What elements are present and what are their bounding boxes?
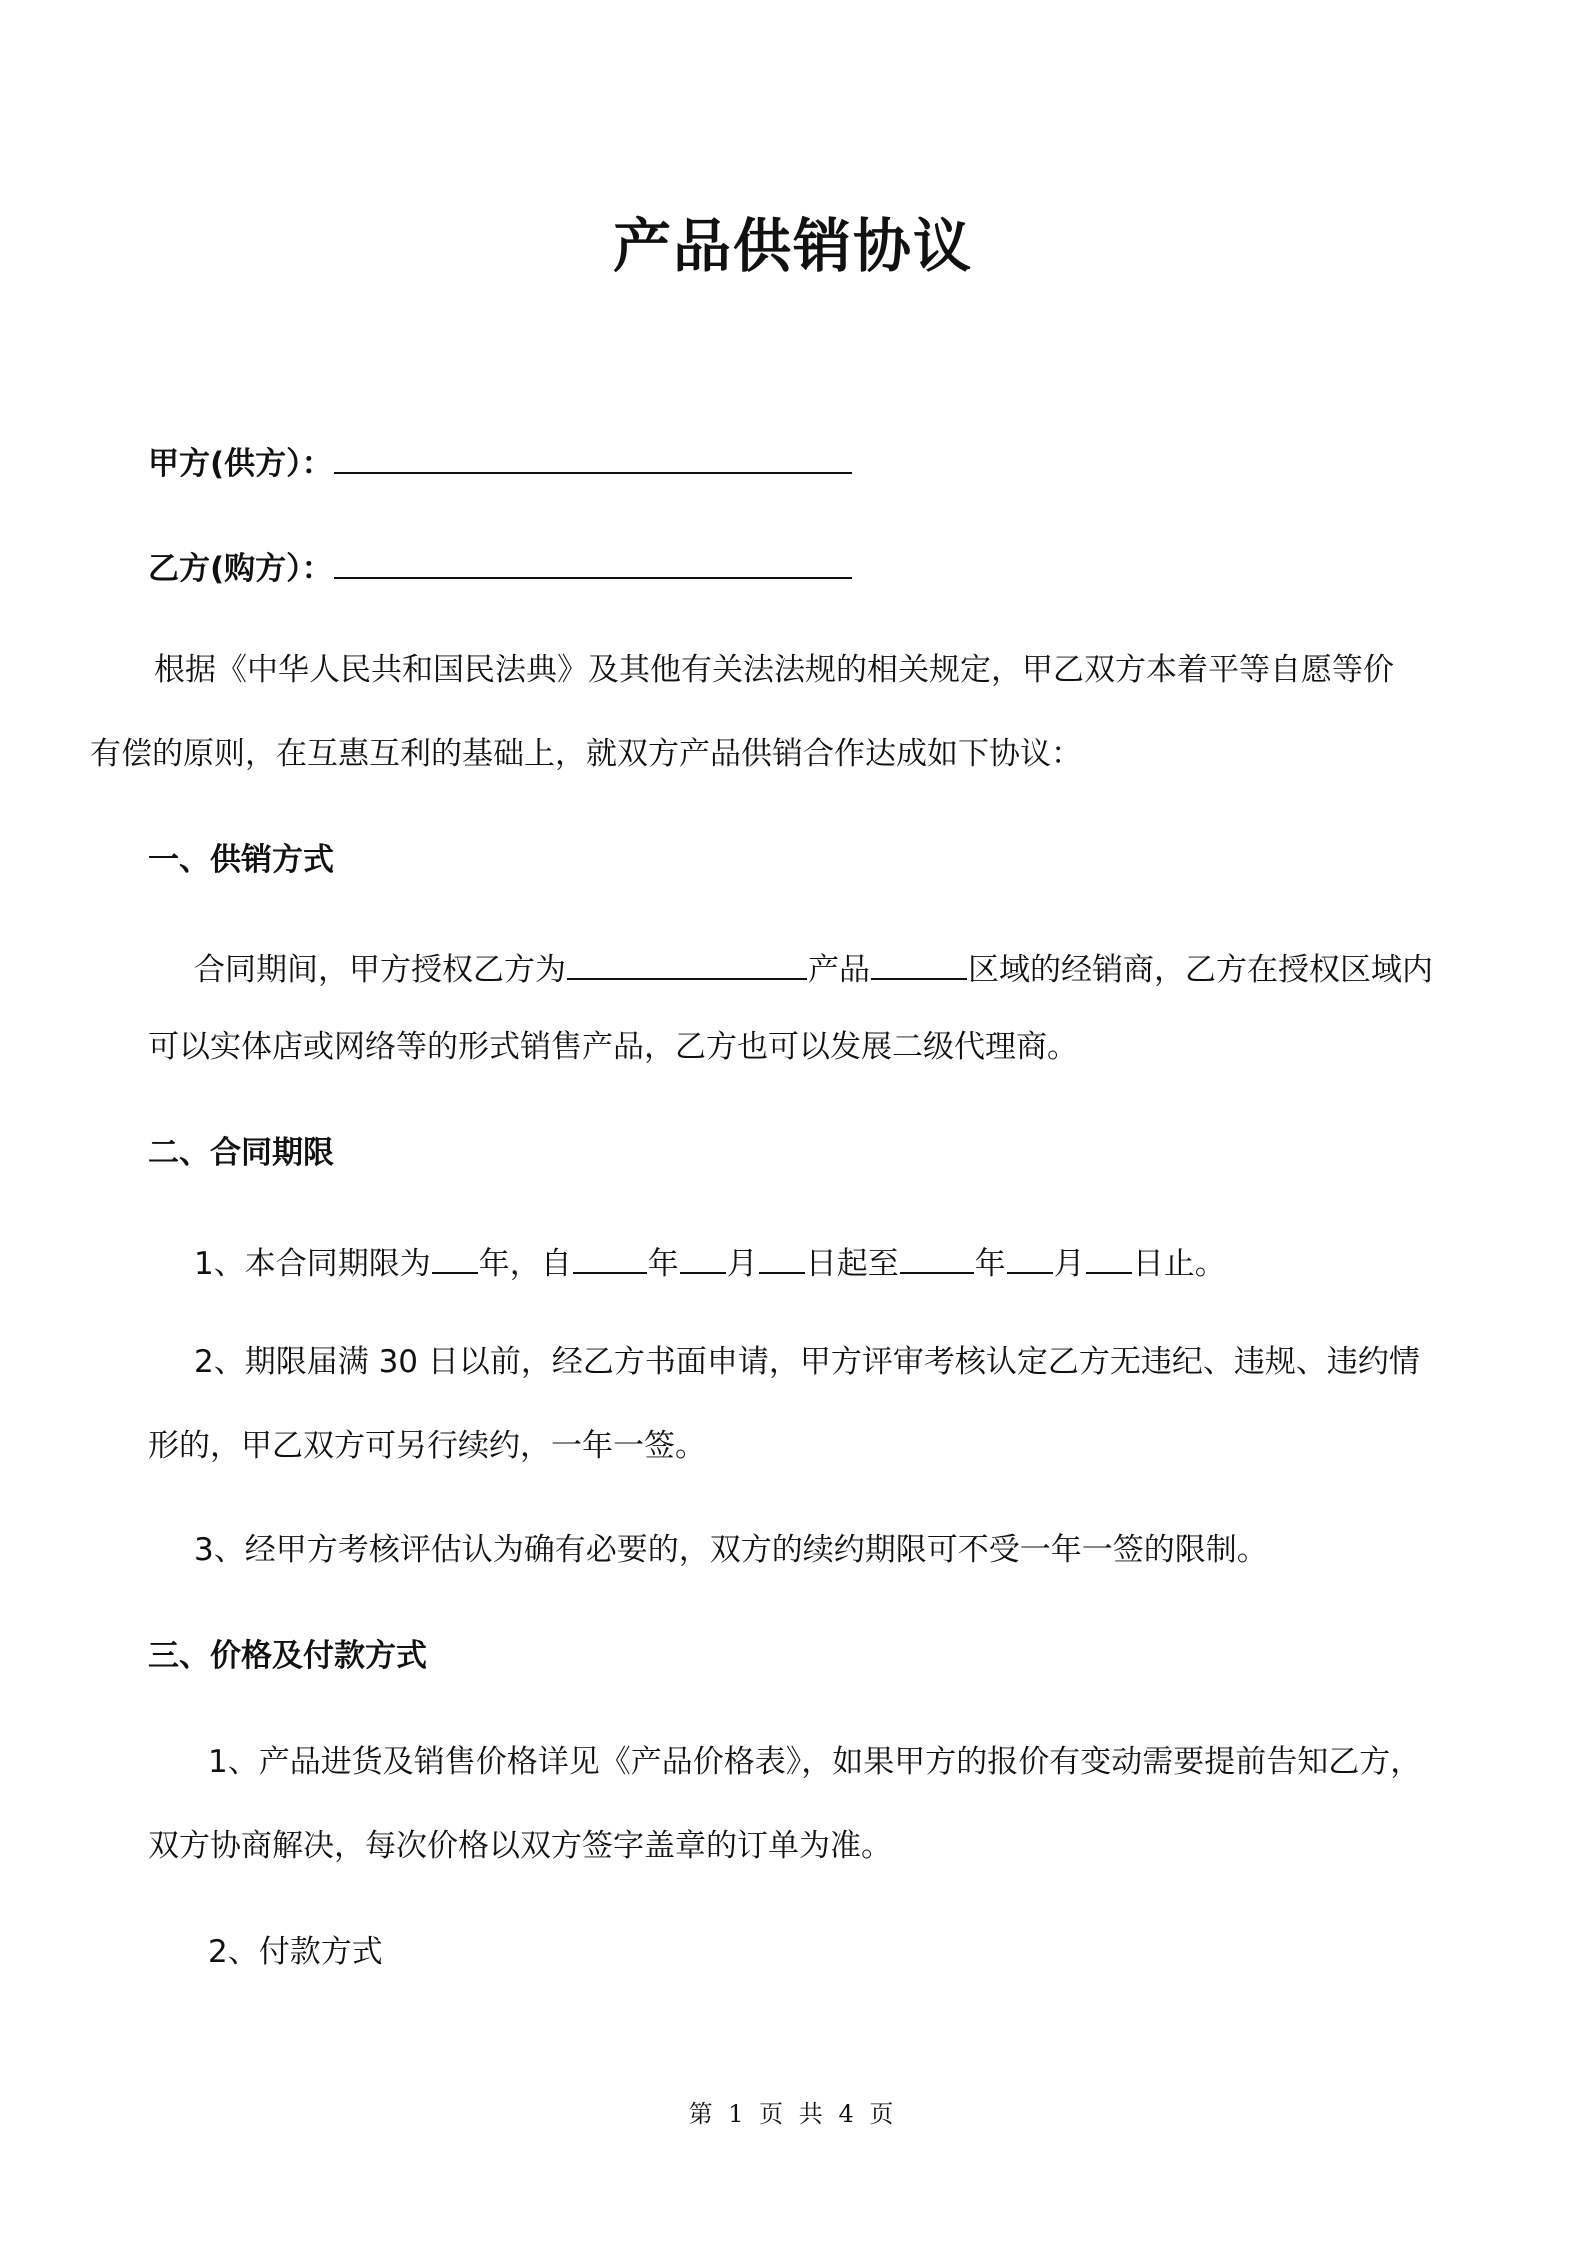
product-blank [567,942,807,980]
section-1-text-c: 区域的经销商，乙方在授权区域内 [968,952,1433,988]
term-text-e: 日起至 [805,1246,899,1282]
section-2-item-2-line-2: 形的，甲乙双方可另行续约，一年一签。 [148,1428,706,1464]
term-text-b: 年，自 [478,1246,572,1282]
start-day-blank [759,1236,805,1274]
section-1-line-2: 可以实体店或网络等的形式销售产品，乙方也可以发展二级代理商。 [148,1029,1078,1065]
start-year-blank [573,1236,647,1274]
page-footer: 第 1 页 共 4 页 [688,2100,898,2128]
section-1-heading: 一、供销方式 [148,842,334,878]
term-years-blank [432,1236,478,1274]
section-2-heading: 二、合同期限 [148,1135,334,1171]
section-3-heading: 三、价格及付款方式 [148,1638,427,1674]
intro-line-2: 有偿的原则，在互惠互利的基础上，就双方产品供销合作达成如下协议： [90,736,1082,772]
document-title: 产品供销协议 [612,212,973,280]
term-text-g: 月 [1053,1246,1085,1282]
intro-line-1: 根据《中华人民共和国民法典》及其他有关法法规的相关规定，甲乙双方本着平等自愿等价 [154,652,1394,688]
party-b-label: 乙方(购方）： [148,551,333,587]
start-month-blank [680,1236,726,1274]
end-day-blank [1086,1236,1132,1274]
term-text-h: 日止。 [1132,1246,1226,1282]
term-text-a: 1、本合同期限为 [194,1246,431,1282]
term-text-c: 年 [647,1246,679,1282]
term-text-d: 月 [726,1246,758,1282]
party-b-line [148,541,853,591]
party-b-blank [334,541,852,579]
section-3-item-1-line-1: 1、产品进货及销售价格详见《产品价格表》，如果甲方的报价有变动需要提前告知乙方， [208,1744,1422,1780]
section-1-text-b: 产品 [808,952,870,988]
party-a-label: 甲方(供方）： [148,446,333,482]
end-year-blank [900,1236,974,1274]
section-2-item-2-line-1: 2、期限届满 30 日以前，经乙方书面申请，甲方评审考核认定乙方无违纪、违规、违约情 [194,1344,1420,1380]
section-2-item-3: 3、经甲方考核评估认为确有必要的，双方的续约期限可不受一年一签的限制。 [194,1532,1268,1568]
section-1-text-a: 合同期间，甲方授权乙方为 [194,952,566,988]
section-2-item-1 [194,1236,1226,1286]
end-month-blank [1007,1236,1053,1274]
section-3-item-2: 2、付款方式 [208,1934,383,1970]
section-3-item-1-line-2: 双方协商解决，每次价格以双方签字盖章的订单为准。 [148,1828,892,1864]
term-text-f: 年 [974,1246,1006,1282]
region-blank [871,942,967,980]
section-1-line-1 [194,942,1433,992]
party-a-line [148,436,853,486]
party-a-blank [334,436,852,474]
